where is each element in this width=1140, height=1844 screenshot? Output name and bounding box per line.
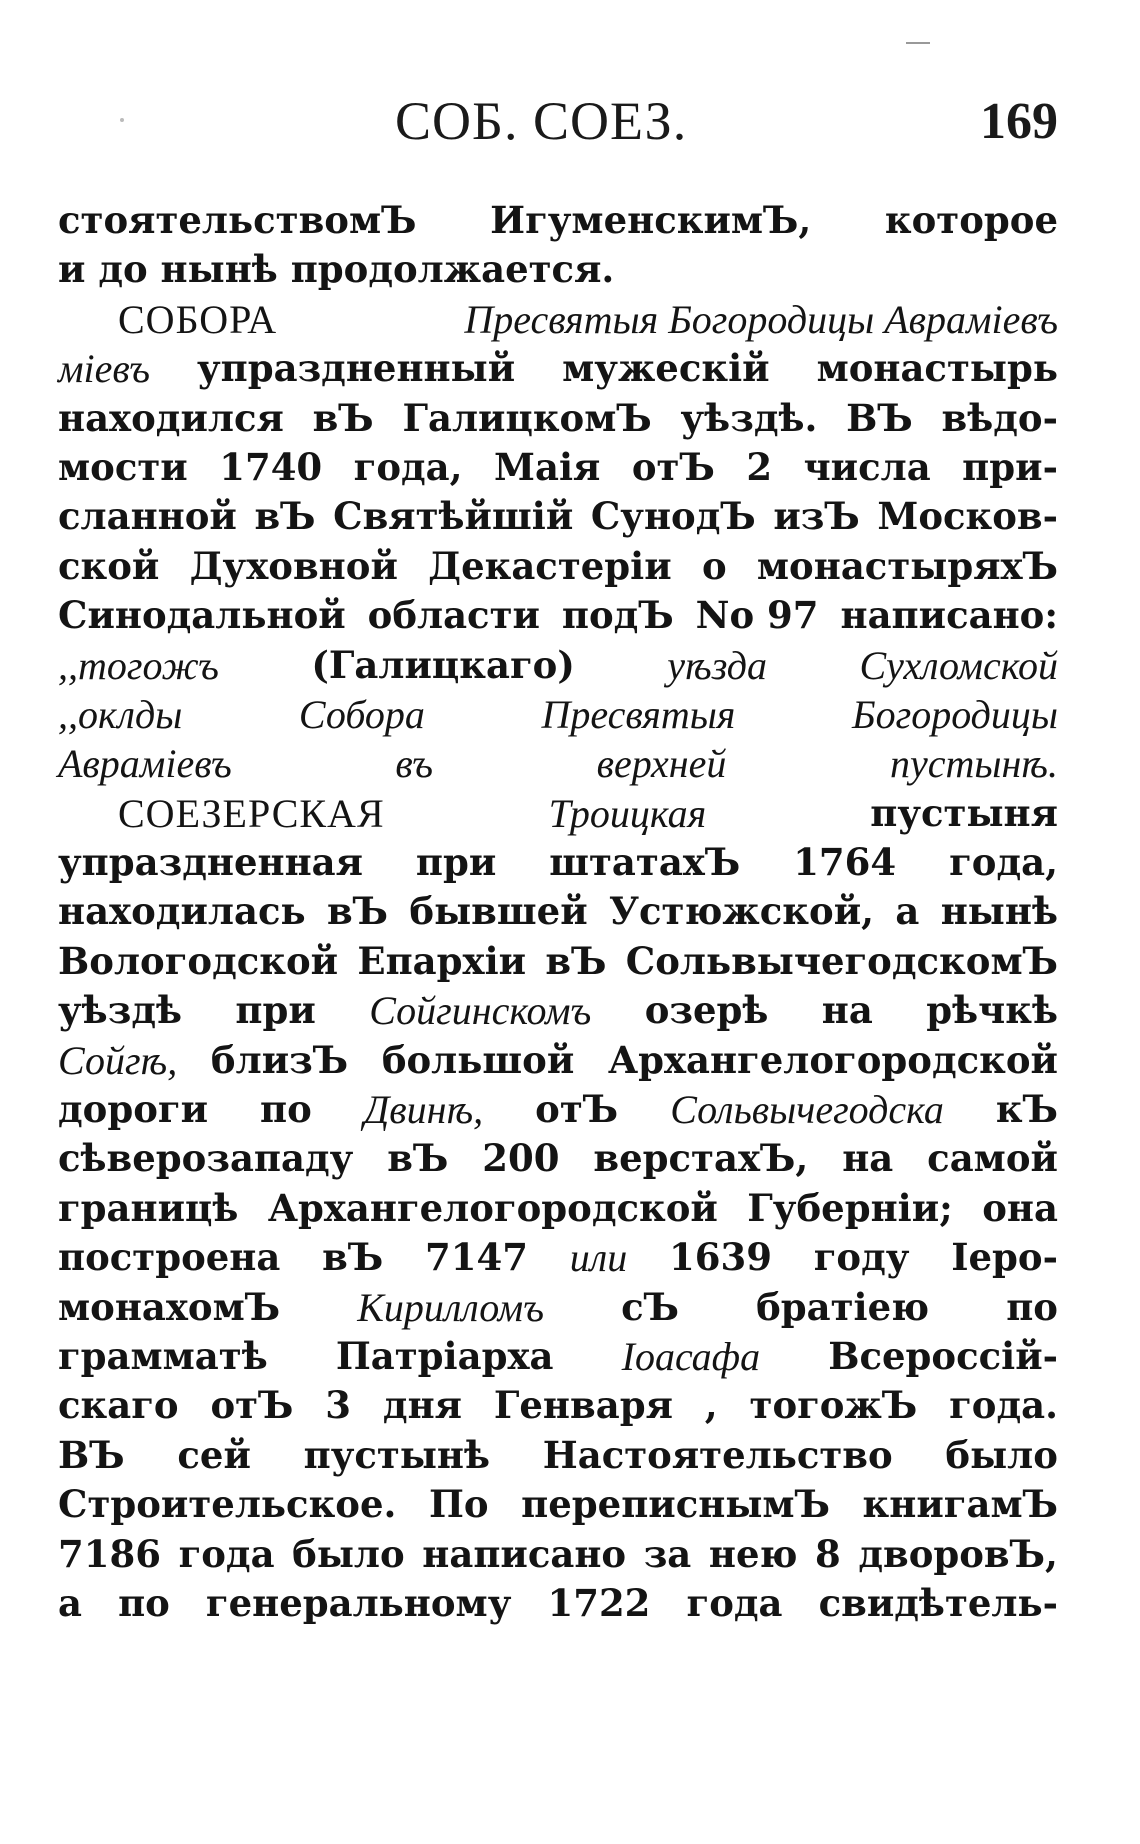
text-line [58,591,1058,640]
word: по [1006,1284,1058,1329]
word: 7147 [425,1235,528,1280]
word: Декастерiи [428,543,672,588]
body-text [58,196,1058,1628]
word: No 97 [695,593,819,638]
word: года [686,1580,783,1625]
word: генеральному [205,1580,512,1625]
word: озерѣ [644,988,769,1033]
word: 3 [325,1383,352,1428]
word: и до нынѣ продолжается. [58,247,615,292]
word: СольвычегодскомЪ [625,938,1058,983]
word: Iоасафа [621,1333,761,1379]
text-line [58,789,1058,838]
word: большой [381,1037,575,1082]
word: уѣзда [667,642,768,688]
word: Двинѣ, [363,1087,484,1133]
word: скаго [58,1383,179,1428]
word: Генваря [493,1383,673,1428]
text-line [58,1530,1058,1579]
word: подЪ [561,593,674,638]
text-line [58,1431,1058,1480]
word: мiевъ [58,346,150,392]
word: Кирилломъ [357,1284,544,1330]
word: ,,оклды [58,691,183,737]
text-line [58,1381,1058,1430]
word: упраздненный [196,346,516,391]
word: 2 [746,444,773,489]
word: пустыня [870,790,1058,835]
word: рѣчкѣ [926,988,1058,1033]
word: монастыряхЪ [756,543,1058,588]
word: монахомЪ [58,1284,281,1329]
word: 1639 [668,1235,772,1280]
word: вЪ [322,1235,384,1280]
word: отЪ [535,1087,619,1132]
word: сей [177,1432,251,1477]
text-line [58,1085,1058,1134]
text-line [58,1283,1058,1332]
word: уѣздѣ. [680,395,818,440]
word: Сольвычегодска [670,1087,944,1133]
word: ГалицкомЪ [402,395,652,440]
word: верстахЪ, [593,1136,809,1181]
text-line [58,245,1058,294]
word: Архангелогородской [267,1185,718,1230]
word: Устюжской, [608,889,875,934]
word: вЪ [326,889,389,934]
word: Патрiарха [335,1333,554,1378]
word: Вологодской [58,938,339,983]
word: года. [949,1383,1058,1428]
word: Синодальной [58,593,346,638]
word: по [118,1580,170,1625]
word: 200 [482,1136,560,1181]
word: Троицкая [548,790,707,836]
text-line [58,394,1058,443]
word: границѣ [58,1185,239,1230]
word: ИгуменскимЪ, [490,198,812,242]
word: года [178,1531,275,1576]
word: ВЪ [846,395,913,440]
word: Богородицы [852,691,1058,737]
text-line [58,937,1058,986]
word: въ [395,741,434,787]
text-line [58,1233,1058,1282]
word: Строительское. [58,1482,397,1527]
word: вЪ [387,1136,449,1181]
word: Губернiи; [747,1185,953,1230]
word: сѣверозападу [58,1136,354,1181]
word: вЪ [545,938,607,983]
word: дороги [58,1087,209,1132]
word: тогожЪ [749,1383,918,1428]
text-line [58,1184,1058,1233]
word: было [945,1432,1058,1477]
word: Архангелогородской [607,1037,1058,1082]
word: было [292,1531,405,1576]
word: отЪ [210,1383,294,1428]
text-line [58,443,1058,492]
word: находился [58,395,284,440]
text-line [58,1332,1058,1381]
word: на [821,988,873,1033]
word: братiею [756,1284,930,1329]
word: Сухломской [859,642,1058,688]
word: при [415,840,497,885]
word: , [704,1383,718,1428]
word: вЪ [254,494,316,539]
word: Сойгѣ, [58,1037,178,1083]
word: 1740 [219,444,323,489]
word: на [842,1136,894,1181]
word: вЪ [312,395,374,440]
word: пустынѣ. [889,741,1058,787]
word: книгамЪ [862,1482,1058,1527]
text-line [58,1480,1058,1529]
text-line [58,492,1058,541]
word: Маiя [494,444,601,489]
word: года, [353,444,463,489]
text-line [58,887,1058,936]
word: Пресвятыя Богородицы Аврамiевъ [464,296,1058,342]
word: свидѣтель- [818,1580,1058,1625]
word: области [367,593,540,638]
scan-mark [906,42,930,44]
word: за [643,1531,692,1576]
word: верхней [596,741,727,787]
word: числа [803,444,931,489]
word: при [235,988,316,1033]
word: стоятельствомЪ [58,198,417,242]
word: написано: [840,593,1058,638]
word: мости [58,444,188,489]
word: нынѣ [940,889,1058,934]
word: (Галицкаго) [311,642,575,687]
word: Настоятельство [542,1432,893,1477]
word: при- [962,444,1058,489]
word: СОБОРА [118,296,278,342]
word: Сойгинскомъ [369,988,592,1034]
text-line [58,542,1058,591]
word: дворовЪ, [858,1531,1058,1576]
word: построена [58,1235,281,1280]
word: Iеро- [951,1235,1058,1280]
word: 1722 [547,1580,651,1625]
word: 1764 [793,840,897,885]
word: монастырь [816,346,1058,391]
word: По [428,1482,489,1527]
word: уѣздѣ [58,988,182,1033]
word: ВЪ [58,1432,125,1477]
word: ской [58,543,160,588]
word: 7186 [58,1531,161,1576]
text-line [58,1134,1058,1183]
text-line [58,739,1058,788]
word: или [569,1235,628,1281]
word: она [982,1185,1058,1230]
word: сЪ [621,1284,679,1329]
word: близЪ [210,1037,349,1082]
word: году [813,1235,910,1280]
word: Святѣйшiй [333,494,574,539]
text-line [58,1579,1058,1628]
word: Пресвятыя [541,691,736,737]
word: переписнымЪ [521,1482,830,1527]
word: отЪ [631,444,715,489]
word: вѣдо- [941,395,1058,440]
text-line [58,690,1058,739]
word: мужескiй [562,346,770,391]
word: бывшей [409,889,588,934]
word: дня [382,1383,462,1428]
text-line [58,986,1058,1035]
word: Аврамiевъ [58,741,232,787]
page-header [0,90,1140,160]
word: написано [422,1531,627,1576]
text-line [58,196,1058,245]
word: сланной [58,494,237,539]
word: самой [927,1136,1058,1181]
word: кЪ [995,1087,1058,1132]
word: пустынѣ [303,1432,491,1477]
page-number: 169 [980,93,1058,150]
word: нею [708,1531,798,1576]
word: ,,тогожъ [58,642,219,688]
word: года, [949,840,1058,885]
word: изЪ [773,494,860,539]
word: СунодЪ [590,494,756,539]
text-line [58,295,1058,344]
word: а [58,1580,82,1625]
word: Всероссiй- [828,1333,1058,1378]
word: о [701,543,727,588]
running-head: СОБ. СОЕЗ. [395,91,688,151]
text-line [58,1036,1058,1085]
text-line [58,838,1058,887]
word: упраздненная [58,840,363,885]
word: а [895,889,920,934]
word: находилась [58,889,306,934]
word: Москов- [877,494,1058,539]
word: Епархiи [357,938,527,983]
word: СОЕЗЕРСКАЯ [118,790,385,836]
word: 8 [815,1531,841,1576]
word: по [260,1087,312,1132]
word: штатахЪ [549,840,741,885]
word: грамматѣ [58,1333,268,1378]
text-line [58,344,1058,393]
word: которое [884,198,1058,242]
word: Собора [298,691,425,737]
word: Духовной [189,543,398,588]
text-line [58,641,1058,690]
